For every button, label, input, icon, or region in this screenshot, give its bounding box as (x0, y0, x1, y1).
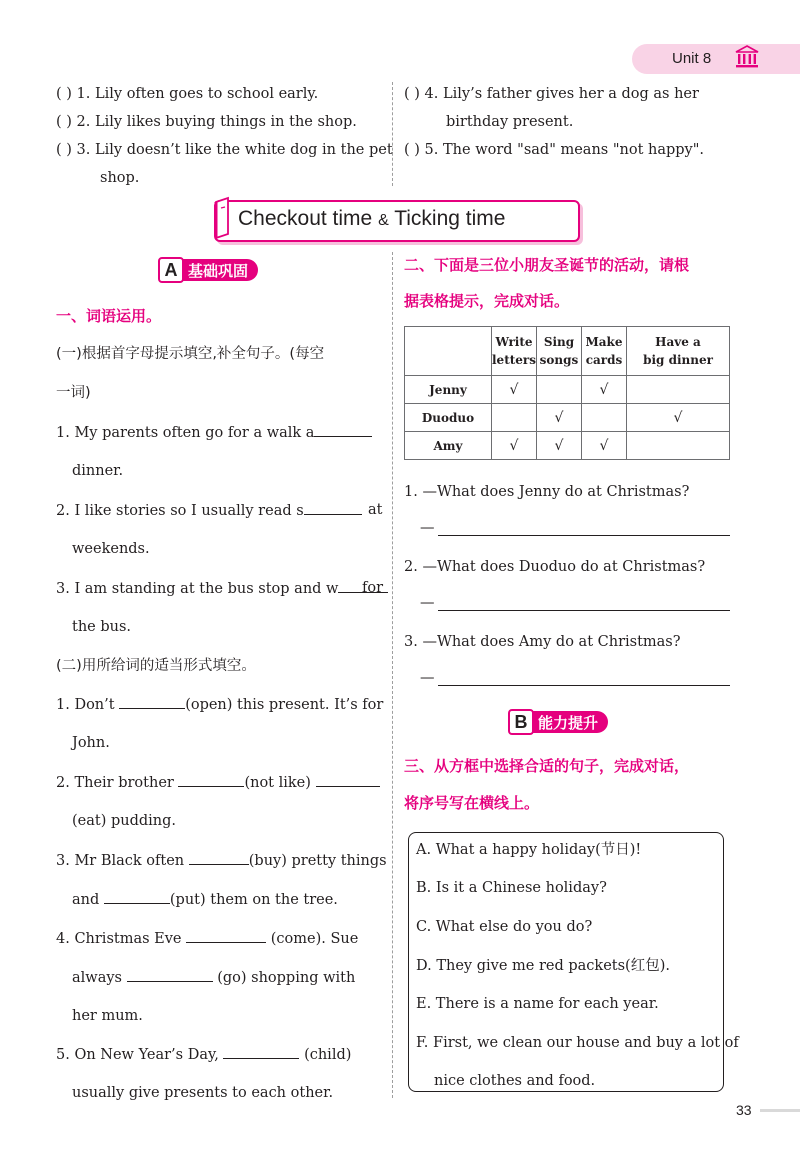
check-cell: √ (627, 404, 730, 432)
sub1-title-cont: 一词) (56, 385, 91, 401)
sub1-item-1-cont: dinner. (72, 463, 124, 479)
sub2-title: (二)用所给词的适当形式填空。 (56, 658, 256, 674)
check-cell: √ (537, 404, 582, 432)
tag-a-label: 基础巩固 (182, 259, 258, 281)
choice-f-cont: nice clothes and food. (434, 1073, 596, 1089)
sub2-item-5-cont: usually give presents to each other. (72, 1085, 334, 1101)
answer-line[interactable] (438, 610, 730, 611)
table-row (405, 432, 730, 460)
sub1-title: (一)根据首字母提示填空,补全句子。(每空 (56, 346, 325, 362)
sub2-item-2-cont: (eat) pudding. (72, 813, 177, 829)
table-header-cell: Have a big dinner (627, 327, 730, 376)
page-number: 33 (736, 1102, 752, 1118)
table-header-cell: Sing songs (537, 327, 582, 376)
tag-b-label: 能力提升 (532, 711, 608, 733)
tf-item-3: ( ) 3. Lily doesn’t like the white dog in the pet (56, 142, 393, 158)
q2-title-l1: 二、下面是三位小朋友圣诞节的活动，请根 (404, 256, 690, 274)
choice-c: C. What else do you do? (416, 919, 593, 935)
section-banner-title: Checkout time & Ticking time (238, 207, 506, 230)
row-name: Amy (405, 432, 492, 460)
tf-item-4: ( ) 4. Lily’s father gives her a dog as her (404, 86, 699, 102)
check-cell: √ (582, 432, 627, 460)
activity-table (404, 326, 730, 460)
answer-blank[interactable] (223, 1044, 299, 1059)
q2-question-2: 2. —What does Duoduo do at Christmas? (404, 559, 706, 575)
answer-blank[interactable] (104, 889, 170, 904)
table-row (405, 404, 730, 432)
tag-a-letter: A (158, 257, 184, 283)
tf-item-3-cont: shop. (100, 170, 140, 186)
q2-answer-2: — (420, 595, 435, 611)
q2-question-1: 1. —What does Jenny do at Christmas? (404, 484, 690, 500)
page-bar (760, 1109, 800, 1112)
tf-item-5: ( ) 5. The word "sad" means "not happy". (404, 142, 705, 158)
sub2-item-3-cont: and (put) them on the tree. (72, 889, 338, 910)
check-cell: √ (582, 376, 627, 404)
sub2-item-1: 1. Don’t (open) this present. It’s for (56, 694, 383, 715)
tf-item-4-cont: birthday present. (446, 114, 574, 130)
q2-answer-1: — (420, 520, 435, 536)
check-cell (492, 404, 537, 432)
answer-line[interactable] (438, 535, 730, 536)
q2-answer-3: — (420, 670, 435, 686)
check-cell (627, 376, 730, 404)
table-header-row (405, 327, 730, 376)
answer-blank[interactable] (127, 967, 213, 982)
q2-question-3: 3. —What does Amy do at Christmas? (404, 634, 681, 650)
check-cell (582, 404, 627, 432)
choice-f: F. First, we clean our house and buy a lot of (416, 1035, 739, 1051)
choice-d: D. They give me red packets(红包). (416, 958, 670, 974)
table-header-cell: Make cards (582, 327, 627, 376)
row-name: Duoduo (405, 404, 492, 432)
building-icon (734, 44, 760, 70)
answer-blank[interactable] (316, 772, 380, 787)
row-name: Jenny (405, 376, 492, 404)
tf-item-1: ( ) 1. Lily often goes to school early. (56, 86, 319, 102)
book-icon (212, 196, 234, 240)
answer-blank[interactable] (189, 850, 249, 865)
check-cell (627, 432, 730, 460)
choice-b: B. Is it a Chinese holiday? (416, 880, 607, 896)
tf-item-2: ( ) 2. Lily likes buying things in the shop. (56, 114, 357, 130)
sub1-item-2-post: at (368, 502, 383, 518)
sub1-item-3-cont: the bus. (72, 619, 132, 635)
check-cell: √ (492, 432, 537, 460)
sub1-item-3-post: for (362, 580, 384, 596)
check-cell (537, 376, 582, 404)
answer-blank[interactable] (304, 500, 362, 515)
table-header-cell: Write letters (492, 327, 537, 376)
sub2-item-3: 3. Mr Black often (buy) pretty things (56, 850, 387, 871)
sub2-item-5: 5. On New Year’s Day, (child) (56, 1044, 351, 1065)
answer-line[interactable] (438, 685, 730, 686)
q3-title-l2: 将序号写在横线上。 (404, 794, 540, 812)
tag-a (158, 257, 258, 283)
sub1-item-3: 3. I am standing at the bus stop and w (56, 578, 388, 599)
sub2-item-1-cont: John. (72, 735, 110, 751)
q2-title-l2: 据表格提示，完成对话。 (404, 292, 570, 310)
choice-e: E. There is a name for each year. (416, 996, 659, 1012)
q1-title: 一、词语运用。 (56, 307, 162, 325)
main-column-divider (392, 252, 393, 1098)
unit-tab (632, 44, 800, 74)
sub1-item-2: 2. I like stories so I usually read s (56, 500, 362, 521)
tag-b (508, 709, 608, 735)
answer-blank[interactable] (314, 422, 372, 437)
sub1-item-2-cont: weekends. (72, 541, 150, 557)
sub2-item-4-cont: always (go) shopping with (72, 967, 355, 988)
sub1-item-1: 1. My parents often go for a walk a (56, 422, 372, 443)
check-cell: √ (492, 376, 537, 404)
tag-b-letter: B (508, 709, 534, 735)
check-cell: √ (537, 432, 582, 460)
sub2-item-2: 2. Their brother (not like) (56, 772, 380, 793)
sub2-item-4-cont2: her mum. (72, 1008, 143, 1024)
sub2-item-4: 4. Christmas Eve (come). Sue (56, 928, 358, 949)
answer-blank[interactable] (119, 694, 185, 709)
choice-a: A. What a happy holiday(节日)! (416, 842, 642, 858)
answer-blank[interactable] (178, 772, 244, 787)
table-corner-cell (405, 327, 492, 376)
answer-blank[interactable] (186, 928, 266, 943)
table-row (405, 376, 730, 404)
q3-title-l1: 三、从方框中选择合适的句子，完成对话， (404, 757, 690, 775)
top-column-divider (392, 82, 393, 186)
unit-label: Unit 8 (672, 50, 712, 67)
